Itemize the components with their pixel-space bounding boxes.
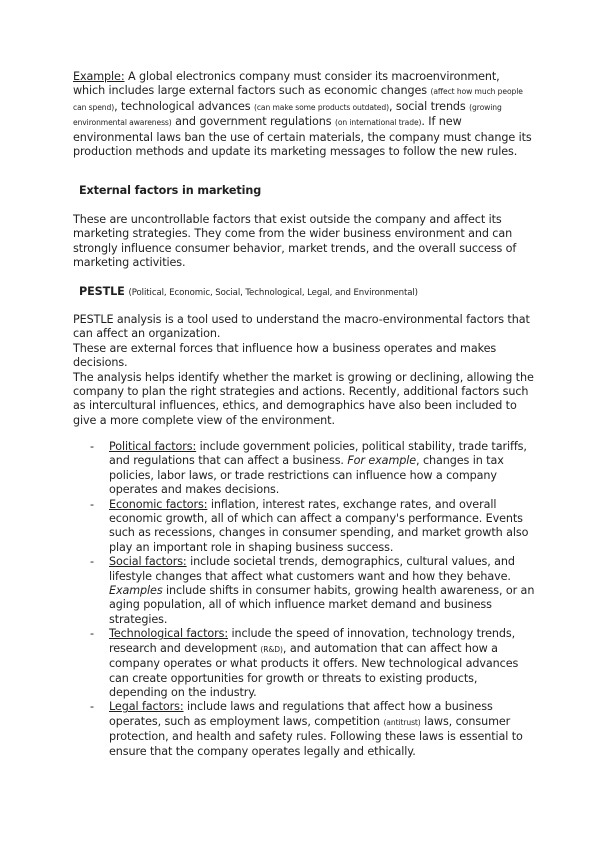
factor-emphasis: For example [347,454,417,468]
list-item [90,440,536,498]
list-item [90,700,536,759]
factor-note: (antitrust) [383,717,421,727]
list-item [90,498,536,556]
factor-note: (R&D) [260,644,283,654]
factor-text: , changes in tax policies, labor laws, or trade restrictions can influence how a company operates and makes decisions. [109,454,504,497]
pestle-paragraph: These are external forces that influence how a business operates and makes decisions. [73,341,497,370]
pestle-title: PESTLE [79,285,125,298]
factor-term: Technological factors: [109,627,228,641]
factor-text: , and automation that can affect how a company operates or what products it offers. New technological advances can create opportunities for growth or threats to existing products, depending on the industry. [109,641,519,699]
pestle-heading [79,285,418,300]
example-text: and government regulations [171,115,335,129]
example-text: . If new environmental laws ban the use of certain materials, the company must change its production methods and update its marketing messages to follow the new rules. [73,115,532,159]
example-paragraph [73,70,535,159]
factor-text: include societal trends, demographics, cultural values, and lifestyle changes that affect what customers want and how they behave. [109,555,515,583]
list-bullet: - [90,440,94,453]
factor-text: inflation, interest rates, exchange rates, and overall economic growth, all of which can affect a company's performance. Events such as recessions, changes in consumer spending, and market growth also play an important role in shaping business success. [109,497,529,554]
list-item [90,555,536,627]
external-factors-heading: External factors in marketing [79,184,262,197]
pestle-factor-list [90,440,536,759]
example-label: Example: [73,70,125,83]
factor-text: include laws and regulations that affect how a business operates, such as employment laws, competition [109,700,493,728]
factor-term: Political factors: [109,440,197,453]
list-bullet: - [90,700,94,714]
pestle-subtitle: (Political, Economic, Social, Technological, Legal, and Environmental) [128,288,418,298]
example-text: , social trends [388,99,470,113]
pestle-paragraph: PESTLE analysis is a tool used to understand the macro-environmental factors that can affect an organization. [73,313,530,341]
pestle-paragraph: The analysis helps identify whether the market is growing or declining, allowing the company to plan the right strategies and actions. Recently, additional factors such as intercultural influences, ethics, and demographics have also been included to give a more complete view of the environment. [73,370,534,427]
external-factors-paragraph: These are uncontrollable factors that exist outside the company and affect its marketing strategies. They come from the wider business environment and can strongly influence consumer behavior, market trends, and the overall success of marketing activities. [73,213,517,270]
pestle-intro [73,313,535,428]
factor-text: laws, consumer protection, and health and safety rules. Following these laws is essential to ensure that the company operates legally and ethically. [109,714,523,758]
example-note: (on international trade) [334,118,422,128]
example-text: A global electronics company must consider its macroenvironment, which includes large external factors such as economic changes [73,70,500,98]
factor-text: include the speed of innovation, technology trends, research and development [109,627,516,655]
list-item [90,627,536,700]
factor-term: Economic factors: [109,497,208,511]
factor-text: include shifts in consumer habits, growing health awareness, or an aging population, all of which influence market demand and business strategies. [109,584,535,626]
example-note: (affect how much people can spend) [73,87,523,112]
factor-term: Legal factors: [109,700,184,714]
factor-text: include government policies, political stability, trade tariffs, and regulations that can affect a business. [109,440,527,468]
list-bullet: - [90,627,94,641]
factor-term: Social factors: [109,555,187,569]
list-bullet: - [90,555,94,569]
example-text: , technological advances [114,99,254,113]
example-note: (can make some products outdated) [253,102,389,112]
example-note: (growing environmental awareness) [73,102,502,128]
list-bullet: - [90,497,94,511]
factor-emphasis: Examples [109,584,163,598]
